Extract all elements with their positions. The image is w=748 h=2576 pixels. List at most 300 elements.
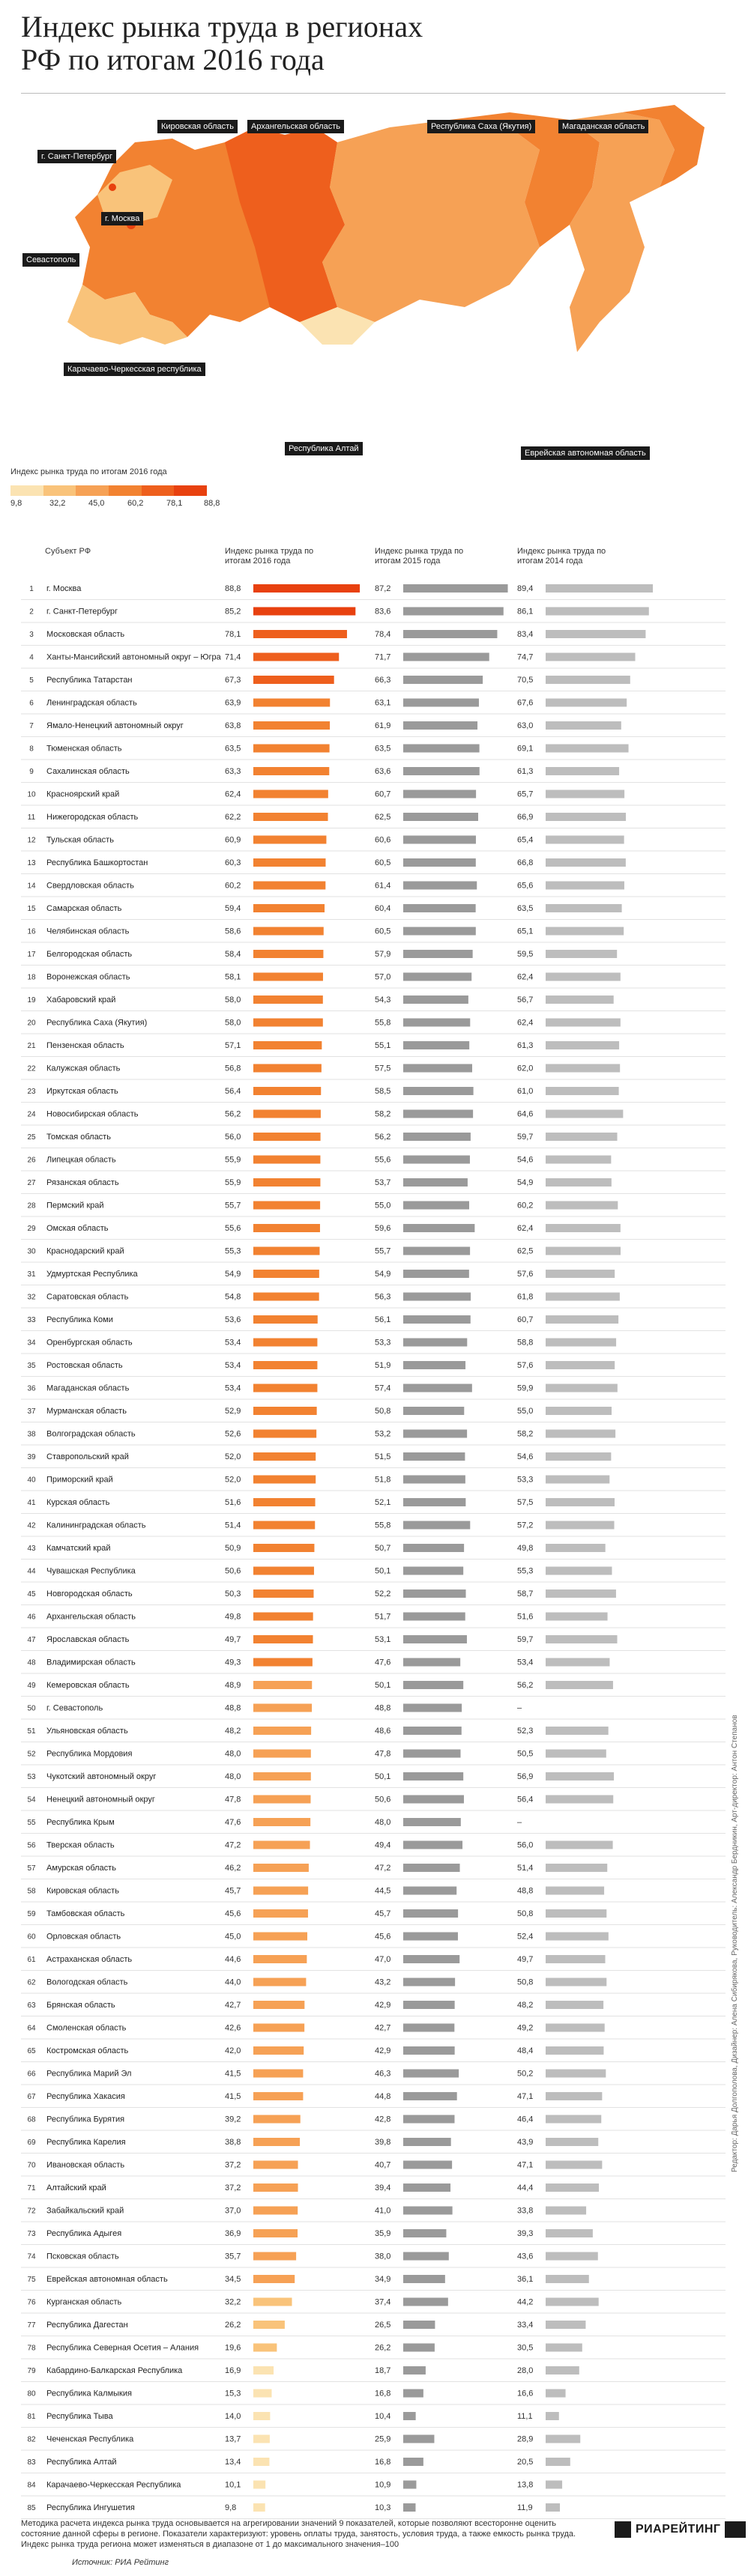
row-value-2015: 39,8 [375, 2138, 391, 2147]
row-value-2015: 41,0 [375, 2206, 391, 2216]
legend-tick-label: 45,0 [88, 499, 105, 508]
row-bar-2015 [403, 1339, 467, 1347]
row-value-2015: 78,4 [375, 630, 391, 639]
row-value-2015: 51,8 [375, 1475, 391, 1485]
row-bar-2016 [253, 1339, 317, 1347]
row-value-2016: 54,8 [225, 1292, 241, 1302]
row-value-2016: 44,0 [225, 1978, 241, 1987]
row-bar-2014 [546, 1544, 606, 1552]
row-bar-2014 [546, 630, 645, 638]
row-value-2015: 16,8 [375, 2389, 391, 2398]
row-bar-2014 [546, 1955, 606, 1963]
row-value-2015: 51,9 [375, 1361, 391, 1370]
row-bar-2014 [546, 2115, 601, 2124]
row-subject: Пермский край [46, 1201, 104, 1210]
row-bar-2014 [546, 1430, 615, 1438]
row-subject: Калининградская область [46, 1521, 146, 1530]
row-subject: Ямало-Ненецкий автономный округ [46, 721, 184, 730]
row-subject: Республика Коми [46, 1315, 113, 1324]
row-value-2015: 42,9 [375, 2046, 391, 2055]
row-bar-2015 [403, 2435, 434, 2443]
row-value-2014: 47,1 [517, 2092, 534, 2101]
row-bar-2014 [546, 1864, 607, 1872]
row-value-2015: 10,4 [375, 2412, 391, 2421]
row-value-2015: 62,5 [375, 813, 391, 822]
row-bar-2015 [403, 2366, 426, 2375]
row-bar-2015 [403, 836, 476, 844]
row-rank: 73 [27, 2230, 36, 2238]
row-bar-2015 [403, 1019, 470, 1027]
row-bar-2016 [253, 2503, 265, 2512]
row-value-2015: 53,1 [375, 1635, 391, 1644]
row-bar-2015 [403, 813, 478, 821]
row-bar-2015 [403, 2138, 451, 2146]
row-bar-2016 [253, 1704, 312, 1712]
row-value-2014: 53,3 [517, 1475, 534, 1485]
row-subject: Республика Мордовия [46, 1749, 133, 1759]
row-value-2014: 51,4 [517, 1864, 534, 1873]
row-value-2016: 52,0 [225, 1452, 241, 1461]
row-bar-2014 [546, 2183, 599, 2192]
row-subject: Кабардино-Балкарская Республика [46, 2366, 183, 2375]
row-value-2016: 32,2 [225, 2297, 241, 2307]
row-value-2016: 56,0 [225, 1133, 241, 1142]
row-value-2016: 37,2 [225, 2183, 241, 2192]
row-bar-2014 [546, 1270, 615, 1278]
row-bar-2014 [546, 653, 636, 661]
row-value-2015: 55,8 [375, 1521, 391, 1530]
row-bar-2015 [403, 2024, 454, 2032]
row-bar-2015 [403, 1658, 460, 1667]
row-bar-2016 [253, 1887, 308, 1895]
row-rank: 68 [27, 2115, 36, 2124]
row-bar-2014 [546, 1909, 606, 1918]
row-value-2015: 53,3 [375, 1338, 391, 1348]
row-value-2014: 36,1 [517, 2275, 534, 2284]
row-bar-2015 [403, 1909, 458, 1918]
row-value-2016: 56,4 [225, 1087, 241, 1096]
row-bar-2016 [253, 2275, 295, 2283]
row-value-2016: 15,3 [225, 2389, 241, 2398]
row-bar-2016 [253, 1224, 320, 1232]
row-rank: 33 [27, 1316, 36, 1324]
row-subject: Псковская область [46, 2252, 119, 2261]
row-value-2015: 26,5 [375, 2321, 391, 2330]
row-value-2016: 47,2 [225, 1840, 241, 1850]
row-value-2014: 69,1 [517, 744, 534, 754]
row-bar-2015 [403, 1156, 470, 1164]
row-value-2014: 57,6 [517, 1270, 534, 1279]
row-rank: 77 [27, 2321, 36, 2330]
row-bar-2014 [546, 1293, 620, 1301]
row-value-2014: 56,0 [517, 1840, 534, 1850]
row-value-2016: 78,1 [225, 630, 241, 639]
row-bar-2014 [546, 745, 629, 753]
row-value-2016: 53,4 [225, 1384, 241, 1393]
row-subject: Сахалинская область [46, 767, 130, 776]
row-value-2016: 53,4 [225, 1361, 241, 1370]
row-subject: Камчатский край [46, 1544, 111, 1553]
row-value-2014: – [517, 1818, 522, 1827]
row-bar-2016 [253, 2070, 303, 2078]
row-value-2016: 62,2 [225, 813, 241, 822]
row-subject: Амурская область [46, 1864, 116, 1873]
row-value-2015: 60,7 [375, 790, 391, 799]
row-bar-2015 [403, 721, 477, 730]
row-value-2016: 16,9 [225, 2366, 241, 2375]
row-subject: Смоленская область [46, 2023, 127, 2033]
row-rank: 74 [27, 2252, 36, 2261]
row-value-2014: 61,3 [517, 1041, 534, 1050]
row-bar-2015 [403, 2321, 435, 2329]
callout-magadan: Магаданская область [558, 120, 648, 133]
row-rank: 24 [27, 1110, 36, 1119]
row-bar-2016 [253, 2207, 298, 2215]
row-bar-2016 [253, 1087, 321, 1095]
row-value-2015: 54,9 [375, 1270, 391, 1279]
row-bar-2015 [403, 1567, 463, 1575]
row-bar-2016 [253, 858, 325, 867]
row-value-2016: 45,0 [225, 1932, 241, 1942]
row-rank: 27 [27, 1179, 36, 1187]
row-bar-2016 [253, 927, 324, 936]
row-subject: Саратовская область [46, 1292, 129, 1302]
row-value-2015: 60,5 [375, 858, 391, 867]
row-subject: Кемеровская область [46, 1681, 130, 1690]
methodology-note: Методика расчета индекса рынка труда основывается на агрегировании значений 9 показателей, которые позволяют всесторонне оценить состояние данной сферы в регионе. Показатели характеризуют: уровень оплаты труда, занятость, условия труда, а также емкость рынка труда. Индекс рынка труда региона может изменяться в диапазоне от 1 до максимального значения–100 [21, 2519, 576, 2549]
row-value-2014: 86,1 [517, 607, 534, 616]
row-bar-2014 [546, 1795, 613, 1804]
row-bar-2016 [253, 1201, 320, 1210]
row-bar-2014 [546, 1224, 621, 1232]
row-value-2015: 50,1 [375, 1681, 391, 1690]
row-bar-2016 [253, 2481, 265, 2489]
row-value-2014: 11,9 [517, 2503, 533, 2512]
row-bar-2015 [403, 584, 508, 593]
row-subject: Республика Башкортостан [46, 858, 148, 867]
row-rank: 75 [27, 2276, 36, 2284]
row-bar-2014 [546, 882, 624, 890]
row-bar-2016 [253, 1818, 310, 1826]
row-bar-2015 [403, 630, 497, 638]
row-bar-2015 [403, 1224, 474, 1232]
row-bar-2014 [546, 2138, 598, 2146]
row-value-2014: 65,1 [517, 927, 534, 936]
row-value-2016: 19,6 [225, 2343, 241, 2353]
row-bar-2014 [546, 2389, 566, 2398]
row-bar-2016 [253, 1270, 319, 1278]
row-bar-2016 [253, 2458, 269, 2466]
row-value-2015: 38,0 [375, 2252, 391, 2261]
callout-moscow: г. Москва [101, 212, 143, 225]
row-rank: 63 [27, 2001, 36, 2010]
row-bar-2016 [253, 1955, 307, 1963]
row-bar-2016 [253, 995, 323, 1004]
row-value-2014: 28,9 [517, 2434, 534, 2444]
row-value-2014: 63,5 [517, 904, 534, 913]
row-rank: 65 [27, 2047, 36, 2055]
row-bar-2014 [546, 721, 621, 730]
row-bar-2016 [253, 699, 330, 707]
row-value-2014: 28,0 [517, 2366, 534, 2375]
row-bar-2014 [546, 2070, 606, 2078]
row-value-2016: 58,1 [225, 972, 241, 982]
row-value-2014: 43,6 [517, 2252, 534, 2261]
row-bar-2016 [253, 2229, 298, 2237]
row-bar-2014 [546, 2275, 589, 2283]
row-subject: Калужская область [46, 1064, 121, 1073]
row-bar-2014 [546, 950, 617, 958]
row-bar-2016 [253, 2161, 298, 2169]
row-value-2014: 11,1 [517, 2412, 533, 2421]
row-bar-2015 [403, 2183, 450, 2192]
row-bar-2016 [253, 607, 355, 616]
row-subject: Республика Калмыкия [46, 2389, 132, 2398]
row-value-2016: 48,8 [225, 1703, 241, 1713]
row-bar-2015 [403, 1841, 462, 1849]
row-value-2014: 53,4 [517, 1658, 534, 1667]
row-subject: Республика Дагестан [46, 2321, 128, 2330]
row-bar-2014 [546, 1521, 615, 1530]
row-rank: 71 [27, 2184, 36, 2192]
row-value-2015: 10,3 [375, 2503, 391, 2512]
row-bar-2016 [253, 2435, 270, 2443]
row-subject: Республика Татарстан [46, 676, 133, 685]
row-rank: 25 [27, 1133, 36, 1142]
row-value-2016: 62,4 [225, 790, 241, 799]
row-value-2016: 48,9 [225, 1681, 241, 1690]
row-value-2015: 10,9 [375, 2480, 391, 2490]
row-value-2016: 55,3 [225, 1246, 241, 1256]
row-value-2015: 45,7 [375, 1909, 391, 1918]
row-bar-2015 [403, 1955, 459, 1963]
row-bar-2015 [403, 1635, 467, 1643]
row-value-2015: 44,8 [375, 2092, 391, 2101]
row-rank: 46 [27, 1613, 36, 1622]
row-value-2016: 55,9 [225, 1155, 241, 1165]
row-value-2014: 65,7 [517, 790, 534, 799]
row-value-2015: 87,2 [375, 584, 391, 593]
row-value-2016: 34,5 [225, 2275, 241, 2284]
row-rank: 38 [27, 1430, 36, 1439]
row-value-2015: 47,2 [375, 1864, 391, 1873]
row-value-2014: 62,4 [517, 972, 534, 982]
row-bar-2014 [546, 676, 630, 684]
row-bar-2014 [546, 973, 621, 981]
row-subject: Красноярский край [46, 790, 120, 799]
row-bar-2014 [546, 995, 614, 1004]
row-rank: 83 [27, 2458, 36, 2467]
row-rank: 52 [27, 1750, 36, 1759]
row-value-2016: 42,6 [225, 2023, 241, 2033]
row-rank: 17 [27, 951, 36, 959]
row-rank: 6 [29, 699, 34, 708]
row-bar-2015 [403, 1384, 472, 1392]
row-value-2016: 48,0 [225, 1772, 241, 1781]
row-bar-2014 [546, 2252, 598, 2261]
row-bar-2015 [403, 1772, 463, 1781]
row-value-2015: 47,8 [375, 1749, 391, 1759]
row-value-2014: – [517, 1703, 522, 1713]
row-subject: Хабаровский край [46, 995, 116, 1004]
row-bar-2016 [253, 2183, 298, 2192]
row-subject: г. Севастополь [46, 1703, 103, 1713]
row-rank: 32 [27, 1293, 36, 1302]
row-bar-2016 [253, 1430, 316, 1438]
row-subject: Омская область [46, 1224, 109, 1233]
row-bar-2015 [403, 1887, 456, 1895]
row-bar-2015 [403, 927, 476, 936]
row-value-2015: 60,4 [375, 904, 391, 913]
row-rank: 19 [27, 996, 36, 1004]
row-bar-2016 [253, 2252, 296, 2261]
row-value-2014: 62,4 [517, 1224, 534, 1233]
row-bar-2015 [403, 745, 480, 753]
row-subject: Ярославская область [46, 1635, 130, 1644]
row-bar-2014 [546, 699, 627, 707]
row-subject: Архангельская область [46, 1612, 136, 1622]
row-subject: Республика Марий Эл [46, 2069, 132, 2079]
row-bar-2015 [403, 676, 483, 684]
row-value-2016: 59,4 [225, 904, 241, 913]
row-rank: 12 [27, 836, 36, 845]
row-value-2016: 63,9 [225, 698, 241, 708]
row-rank: 42 [27, 1521, 36, 1530]
row-bar-2016 [253, 1110, 321, 1118]
row-bar-2015 [403, 1315, 471, 1324]
row-bar-2015 [403, 653, 489, 661]
row-value-2015: 55,8 [375, 1018, 391, 1028]
row-value-2014: 61,0 [517, 1087, 534, 1096]
row-bar-2016 [253, 1247, 319, 1255]
row-value-2015: 59,6 [375, 1224, 391, 1233]
row-value-2016: 51,4 [225, 1521, 241, 1530]
row-value-2016: 38,8 [225, 2138, 241, 2147]
row-rank: 49 [27, 1682, 36, 1690]
row-value-2016: 49,7 [225, 1635, 241, 1644]
row-value-2015: 34,9 [375, 2275, 391, 2284]
row-value-2016: 55,7 [225, 1201, 241, 1210]
row-subject: Республика Тыва [46, 2412, 113, 2421]
row-bar-2016 [253, 630, 347, 638]
row-value-2016: 49,3 [225, 1658, 241, 1667]
row-bar-2015 [403, 1795, 464, 1804]
row-bar-2015 [403, 1521, 470, 1530]
row-value-2014: 44,2 [517, 2297, 534, 2307]
row-value-2016: 60,9 [225, 835, 241, 845]
row-bar-2014 [546, 1635, 618, 1643]
row-subject: Пензенская область [46, 1041, 124, 1050]
row-value-2016: 47,8 [225, 1795, 241, 1804]
row-value-2014: 50,5 [517, 1749, 534, 1759]
row-bar-2015 [403, 1681, 463, 1689]
row-subject: Республика Бурятия [46, 2115, 125, 2124]
row-value-2015: 42,7 [375, 2023, 391, 2033]
row-bar-2015 [403, 1041, 469, 1049]
row-rank: 28 [27, 1201, 36, 1210]
row-value-2014: 54,9 [517, 1178, 534, 1187]
row-subject: Магаданская область [46, 1384, 130, 1393]
row-bar-2016 [253, 2366, 274, 2375]
row-bar-2016 [253, 1407, 317, 1415]
row-rank: 22 [27, 1064, 36, 1073]
row-value-2015: 61,4 [375, 881, 391, 891]
row-bar-2014 [546, 2344, 582, 2352]
callout-sevastopol: Севастополь [22, 253, 79, 267]
row-bar-2014 [546, 2046, 603, 2055]
row-value-2014: 33,4 [517, 2321, 534, 2330]
row-rank: 3 [29, 631, 34, 639]
row-value-2016: 60,2 [225, 881, 241, 891]
row-rank: 72 [27, 2207, 36, 2216]
row-bar-2014 [546, 2503, 560, 2512]
row-rank: 64 [27, 2024, 36, 2033]
row-rank: 18 [27, 973, 36, 982]
row-value-2015: 25,9 [375, 2434, 391, 2444]
row-bar-2015 [403, 2458, 423, 2466]
row-value-2014: 66,9 [517, 813, 534, 822]
row-rank: 7 [29, 722, 34, 730]
row-bar-2016 [253, 1635, 313, 1643]
row-value-2015: 18,7 [375, 2366, 391, 2375]
row-bar-2015 [403, 1498, 465, 1506]
row-bar-2014 [546, 1841, 613, 1849]
row-value-2014: 39,3 [517, 2229, 534, 2238]
row-value-2015: 66,3 [375, 676, 391, 685]
legend-title: Индекс рынка труда по итогам 2016 года [10, 467, 167, 476]
row-rank: 39 [27, 1453, 36, 1461]
row-value-2016: 60,3 [225, 858, 241, 867]
row-bar-2014 [546, 1613, 608, 1621]
row-value-2014: 56,2 [517, 1681, 534, 1690]
row-bar-2014 [546, 2229, 593, 2237]
row-value-2016: 35,7 [225, 2252, 241, 2261]
row-subject: Воронежская область [46, 972, 130, 982]
row-value-2015: 63,1 [375, 698, 391, 708]
row-bar-2014 [546, 607, 649, 616]
row-bar-2015 [403, 1727, 462, 1735]
row-bar-2016 [253, 2344, 277, 2352]
row-value-2016: 9,8 [225, 2503, 237, 2512]
row-value-2014: 62,4 [517, 1018, 534, 1028]
row-rank: 35 [27, 1362, 36, 1370]
row-bar-2014 [546, 1727, 609, 1735]
row-rank: 45 [27, 1590, 36, 1598]
row-bar-2016 [253, 950, 323, 958]
row-value-2015: 47,6 [375, 1658, 391, 1667]
row-subject: Ульяновская область [46, 1727, 128, 1736]
row-value-2015: 58,5 [375, 1087, 391, 1096]
row-bar-2016 [253, 1795, 310, 1804]
row-bar-2015 [403, 1452, 465, 1461]
row-rank: 67 [27, 2093, 36, 2101]
row-value-2014: 63,0 [517, 721, 534, 730]
row-value-2015: 57,4 [375, 1384, 391, 1393]
row-subject: Тульская область [46, 835, 114, 845]
row-bar-2015 [403, 1704, 462, 1712]
callout-jewish: Еврейская автономная область [521, 446, 650, 460]
row-bar-2014 [546, 1361, 615, 1369]
row-bar-2014 [546, 1110, 623, 1118]
row-value-2015: 51,5 [375, 1452, 391, 1461]
row-bar-2016 [253, 721, 330, 730]
row-bar-2014 [546, 1887, 604, 1895]
row-value-2016: 55,6 [225, 1224, 241, 1233]
row-bar-2015 [403, 699, 479, 707]
row-value-2014: 55,0 [517, 1407, 534, 1416]
row-value-2015: 39,4 [375, 2183, 391, 2192]
legend-tick-label: 32,2 [49, 499, 66, 508]
